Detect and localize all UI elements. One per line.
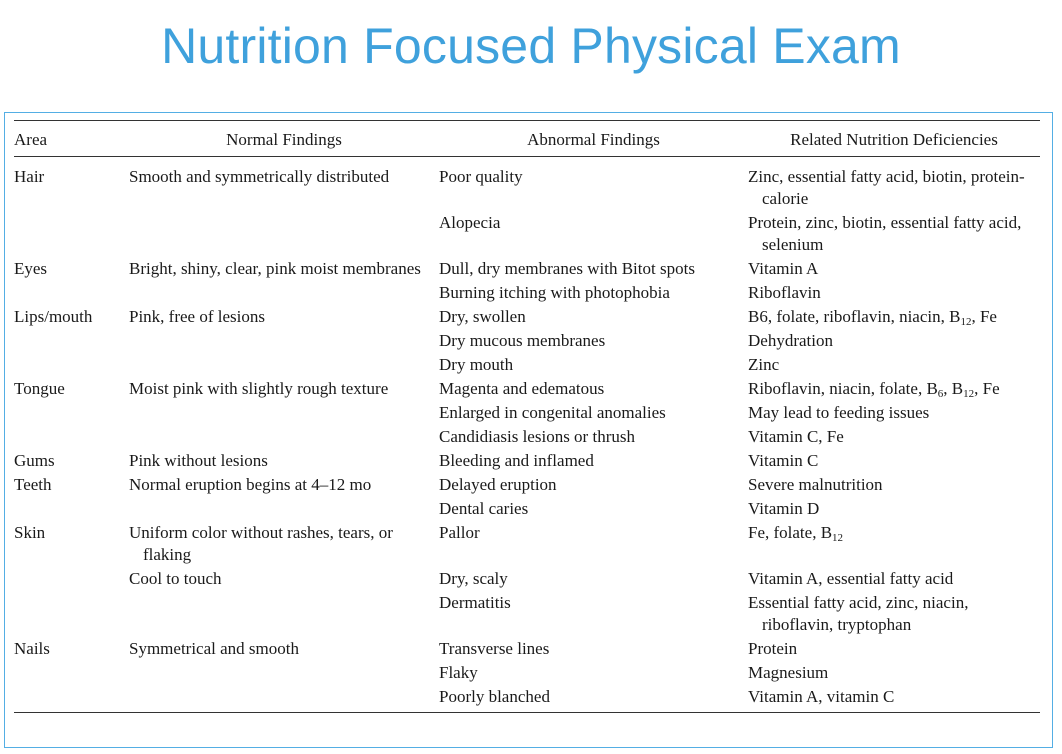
cell-deficiency: Vitamin A, essential fatty acid bbox=[748, 569, 954, 588]
table-row bbox=[14, 497, 1040, 521]
cell-normal: Pink without lesions bbox=[129, 451, 268, 470]
cell-abnormal: Dry mucous membranes bbox=[439, 331, 606, 350]
table-row bbox=[14, 353, 1040, 377]
cell-normal: Pink, free of lesions bbox=[129, 307, 265, 326]
table-row bbox=[14, 637, 1040, 661]
cell-normal: Normal eruption begins at 4–12 mo bbox=[129, 475, 372, 494]
table-row bbox=[14, 377, 1040, 401]
table-row bbox=[14, 591, 1040, 637]
cell-abnormal: Magenta and edematous bbox=[439, 379, 605, 398]
cell-deficiency: Vitamin A, vitamin C bbox=[748, 687, 895, 706]
cell-area bbox=[14, 567, 129, 591]
cell-abnormal: Pallor bbox=[439, 523, 480, 542]
cell-deficiency: Zinc bbox=[748, 355, 780, 374]
cell-normal bbox=[129, 661, 439, 685]
cell-abnormal: Dull, dry membranes with Bitot spots bbox=[439, 259, 695, 278]
table-row bbox=[14, 449, 1040, 473]
cell-abnormal: Transverse lines bbox=[439, 639, 550, 658]
table-row bbox=[14, 329, 1040, 353]
cell-abnormal: Delayed eruption bbox=[439, 475, 557, 494]
cell-normal bbox=[129, 497, 439, 521]
cell-area: Tongue bbox=[14, 379, 65, 398]
cell-deficiency: Essential fatty acid, zinc, niacin, riboflavin, tryptophan bbox=[748, 593, 969, 634]
table-row bbox=[14, 305, 1040, 329]
cell-area: Skin bbox=[14, 523, 46, 542]
cell-deficiency: Vitamin A bbox=[748, 259, 819, 278]
table-frame bbox=[4, 112, 1053, 748]
cell-abnormal: Dry, scaly bbox=[439, 569, 508, 588]
header-area: Area bbox=[14, 121, 129, 157]
cell-deficiency: Vitamin C bbox=[748, 451, 819, 470]
cell-deficiency: B6, folate, riboflavin, niacin, $B_{12}$, Fe bbox=[748, 307, 997, 328]
header-abnormal-findings: Abnormal Findings bbox=[439, 121, 748, 157]
cell-abnormal: Flaky bbox=[439, 663, 478, 682]
cell-normal bbox=[129, 353, 439, 377]
cell-deficiency: Riboflavin bbox=[748, 283, 821, 302]
table-row bbox=[14, 211, 1040, 257]
header-normal-findings: Normal Findings bbox=[129, 121, 439, 157]
cell-abnormal: Dry mouth bbox=[439, 355, 514, 374]
cell-area bbox=[14, 425, 129, 449]
cell-normal: Cool to touch bbox=[129, 569, 222, 588]
cell-normal: Bright, shiny, clear, pink moist membranes bbox=[129, 259, 421, 278]
cell-deficiency: Vitamin D bbox=[748, 499, 820, 518]
cell-deficiency: Protein bbox=[748, 639, 798, 658]
table-row bbox=[14, 685, 1040, 713]
cell-area bbox=[14, 281, 129, 305]
cell-area bbox=[14, 497, 129, 521]
cell-normal bbox=[129, 401, 439, 425]
cell-area bbox=[14, 685, 129, 713]
cell-area: Hair bbox=[14, 167, 45, 186]
cell-deficiency: Vitamin C, Fe bbox=[748, 427, 844, 446]
cell-area: Gums bbox=[14, 451, 55, 470]
cell-normal: Symmetrical and smooth bbox=[129, 639, 299, 658]
cell-abnormal: Dry, swollen bbox=[439, 307, 526, 326]
table-row bbox=[14, 401, 1040, 425]
cell-normal bbox=[129, 329, 439, 353]
cell-normal bbox=[129, 591, 439, 637]
cell-normal: Uniform color without rashes, tears, or flaking bbox=[129, 523, 393, 564]
table-row bbox=[14, 521, 1040, 567]
cell-abnormal: Poor quality bbox=[439, 167, 523, 186]
cell-abnormal: Enlarged in congenital anomalies bbox=[439, 403, 666, 422]
cell-normal: Moist pink with slightly rough texture bbox=[129, 379, 389, 398]
table-row bbox=[14, 473, 1040, 497]
cell-abnormal: Dental caries bbox=[439, 499, 529, 518]
cell-deficiency: Magnesium bbox=[748, 663, 829, 682]
cell-deficiency: Dehydration bbox=[748, 331, 833, 350]
cell-area bbox=[14, 211, 129, 257]
cell-abnormal: Poorly blanched bbox=[439, 687, 550, 706]
cell-area: Teeth bbox=[14, 475, 52, 494]
cell-area bbox=[14, 401, 129, 425]
table-body bbox=[14, 157, 1040, 713]
table-row bbox=[14, 257, 1040, 281]
cell-area: Lips/mouth bbox=[14, 307, 93, 326]
cell-abnormal: Burning itching with photophobia bbox=[439, 283, 670, 302]
cell-normal: Smooth and symmetrically distributed bbox=[129, 167, 390, 186]
table-header-row bbox=[14, 121, 1040, 157]
cell-deficiency: Protein, zinc, biotin, essential fatty acid, selenium bbox=[748, 213, 1022, 254]
cell-deficiency: Fe, folate, $B_{12}$ bbox=[748, 523, 844, 544]
cell-deficiency: May lead to feeding issues bbox=[748, 403, 930, 422]
cell-normal bbox=[129, 685, 439, 713]
cell-area: Eyes bbox=[14, 259, 48, 278]
cell-area bbox=[14, 353, 129, 377]
header-related-deficiencies: Related Nutrition Deficiencies bbox=[748, 121, 1040, 157]
table-row bbox=[14, 281, 1040, 305]
table-row bbox=[14, 567, 1040, 591]
cell-normal bbox=[129, 281, 439, 305]
cell-area bbox=[14, 591, 129, 637]
cell-area: Nails bbox=[14, 639, 50, 658]
page-title: Nutrition Focused Physical Exam bbox=[161, 18, 901, 74]
cell-area bbox=[14, 661, 129, 685]
cell-abnormal: Dermatitis bbox=[439, 593, 511, 612]
cell-abnormal: Bleeding and inflamed bbox=[439, 451, 594, 470]
cell-deficiency: Zinc, essential fatty acid, biotin, protein-calorie bbox=[748, 167, 1025, 208]
table-row bbox=[14, 425, 1040, 449]
cell-abnormal: Candidiasis lesions or thrush bbox=[439, 427, 635, 446]
cell-deficiency: Severe malnutrition bbox=[748, 475, 883, 494]
nutrition-exam-table bbox=[14, 120, 1040, 713]
cell-abnormal: Alopecia bbox=[439, 213, 501, 232]
table-row bbox=[14, 661, 1040, 685]
cell-normal bbox=[129, 425, 439, 449]
cell-normal bbox=[129, 211, 439, 257]
cell-deficiency: Riboflavin, niacin, folate, $B_6$, $B_{12}$, Fe bbox=[748, 379, 1000, 400]
cell-area bbox=[14, 329, 129, 353]
table-row bbox=[14, 157, 1040, 212]
